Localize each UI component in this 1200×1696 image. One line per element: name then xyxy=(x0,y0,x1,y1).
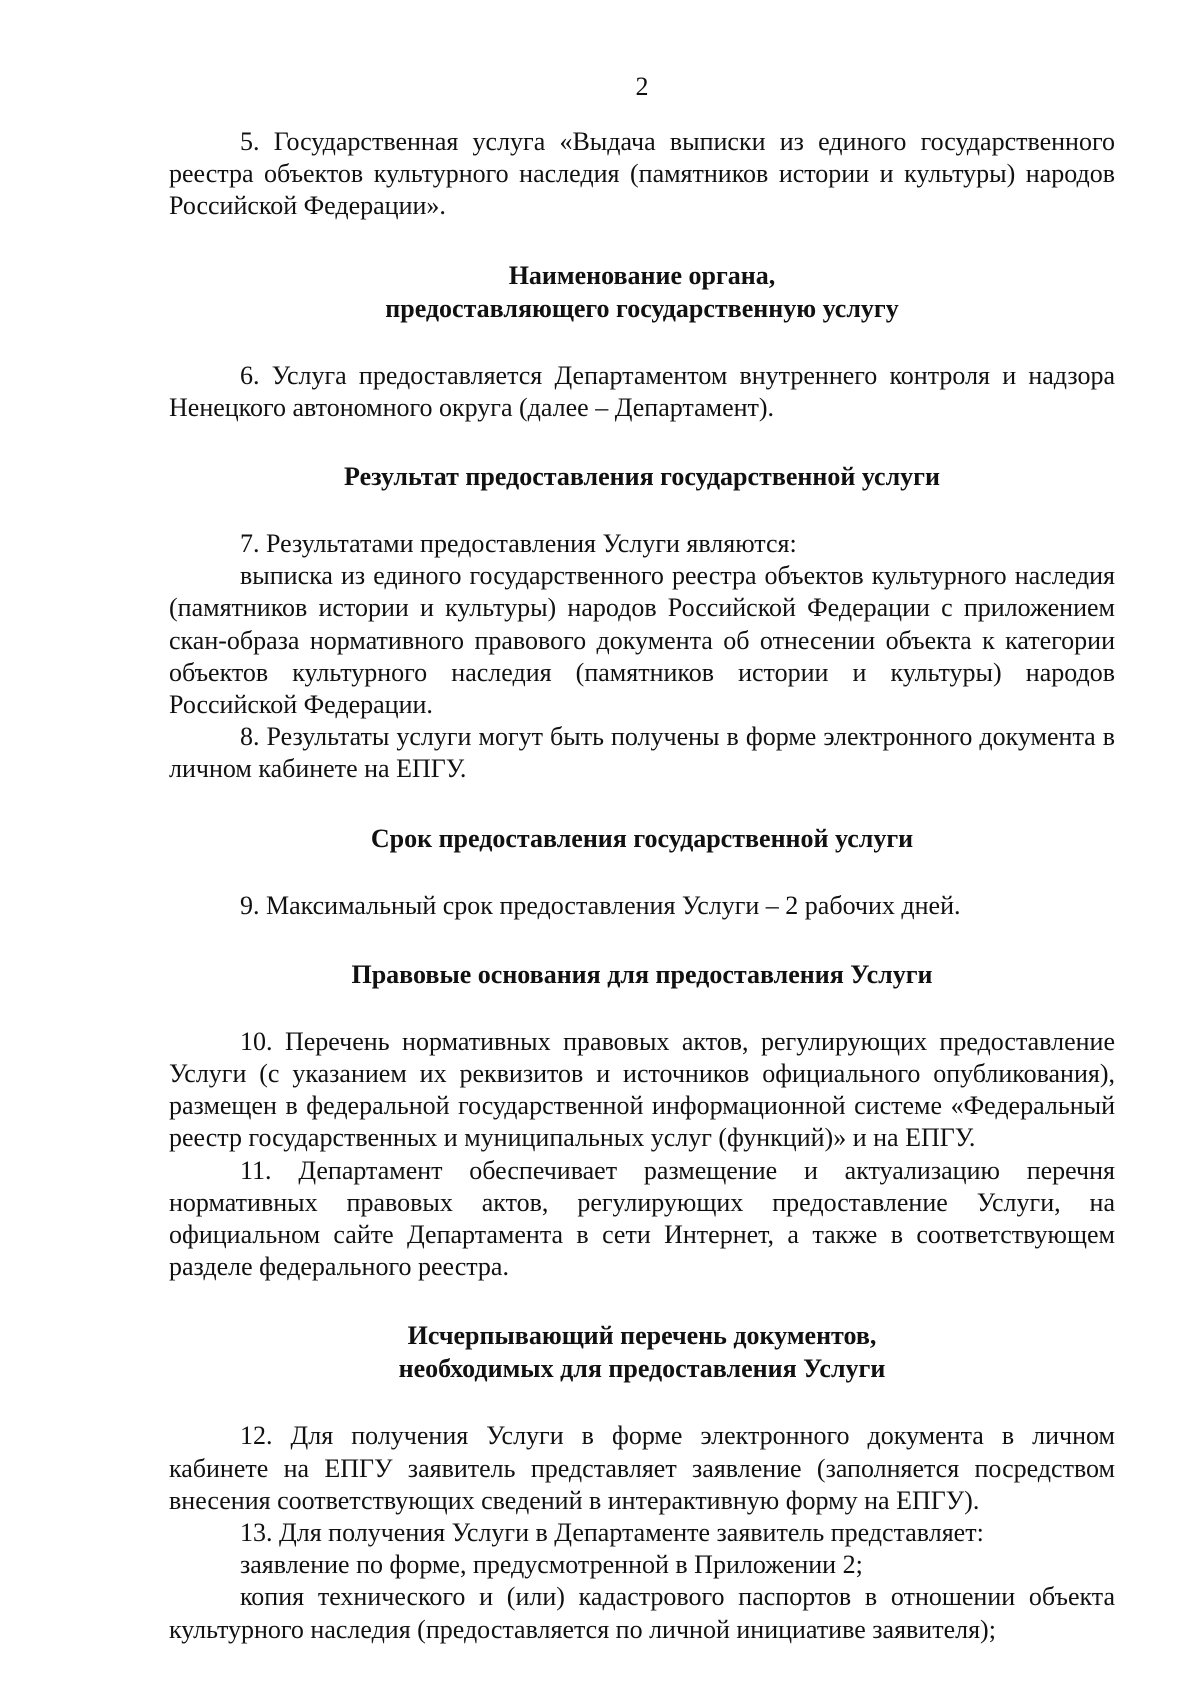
page-number: 2 xyxy=(635,72,649,101)
paragraph-9: 9. Максимальный срок предоставления Услуги – 2 рабочих дней. xyxy=(240,890,961,920)
paragraph-7-extract: выписка из единого государственного реестра объектов культурного наследия (памятников истории и культуры) народов Российской Федерации с приложением скан-образа нормативного правового документа об отнесении объекта к категории объектов культурного наследия (памятников истории и культуры) народов Российской Федерации. xyxy=(169,561,1115,720)
paragraph-8: 8. Результаты услуги могут быть получены в форме электронного документа в личном кабинете на ЕПГУ. xyxy=(169,722,1115,784)
paragraph-5: 5. Государственная услуга «Выдача выписки из единого государственного реестра объектов культурного наследия (памятников истории и культуры) народов Российской Федерации». xyxy=(169,127,1115,221)
heading-service-result xyxy=(169,460,1115,493)
heading-line: Правовые основания для предоставления Услуги xyxy=(351,959,933,989)
heading-service-provider xyxy=(169,259,1115,325)
paragraph-10: 10. Перечень нормативных правовых актов, регулирующих предоставление Услуги (с указанием их реквизитов и источников официального опубликования), размещен в федеральной государственной информационной системе «Федеральный реестр государственных и муниципальных услуг (функций)» и на ЕПГУ. xyxy=(169,1026,1115,1153)
paragraph-11: 11. Департамент обеспечивает размещение и актуализацию перечня нормативных правовых актов, регулирующих предоставление Услуги, на официальном сайте Департамента в сети Интернет, а также в соответствующем разделе федерального реестра. xyxy=(169,1155,1115,1282)
document-body xyxy=(169,70,1115,1646)
heading-line: предоставляющего государственную услугу xyxy=(385,293,899,323)
paragraph-6: 6. Услуга предоставляется Департаментом внутреннего контроля и надзора Ненецкого автономного округа (далее – Департамент). xyxy=(169,360,1115,422)
heading-service-term xyxy=(169,822,1115,855)
paragraph-13: 13. Для получения Услуги в Департаменте заявитель представляет: xyxy=(240,1518,984,1548)
heading-line: Наименование органа, xyxy=(508,260,776,290)
paragraph-13-passport-copy: копия технического и (или) кадастрового паспортов в отношении объекта культурного наследия (предоставляется по личной инициативе заявителя); xyxy=(169,1582,1115,1644)
heading-legal-grounds xyxy=(169,958,1115,991)
heading-line: Срок предоставления государственной услуги xyxy=(370,823,914,853)
heading-line: необходимых для предоставления Услуги xyxy=(398,1354,886,1384)
heading-line: Исчерпывающий перечень документов, xyxy=(407,1321,877,1351)
paragraph-12: 12. Для получения Услуги в форме электронного документа в личном кабинете на ЕПГУ заявитель представляет заявление (заполняется посредством внесения соответствующих сведений в интерактивную форму на ЕПГУ). xyxy=(169,1421,1115,1515)
paragraph-13-application: заявление по форме, предусмотренной в Приложении 2; xyxy=(240,1550,863,1580)
heading-line: Результат предоставления государственной услуги xyxy=(344,462,940,492)
heading-required-documents xyxy=(169,1319,1115,1385)
paragraph-7: 7. Результатами предоставления Услуги являются: xyxy=(240,529,797,559)
